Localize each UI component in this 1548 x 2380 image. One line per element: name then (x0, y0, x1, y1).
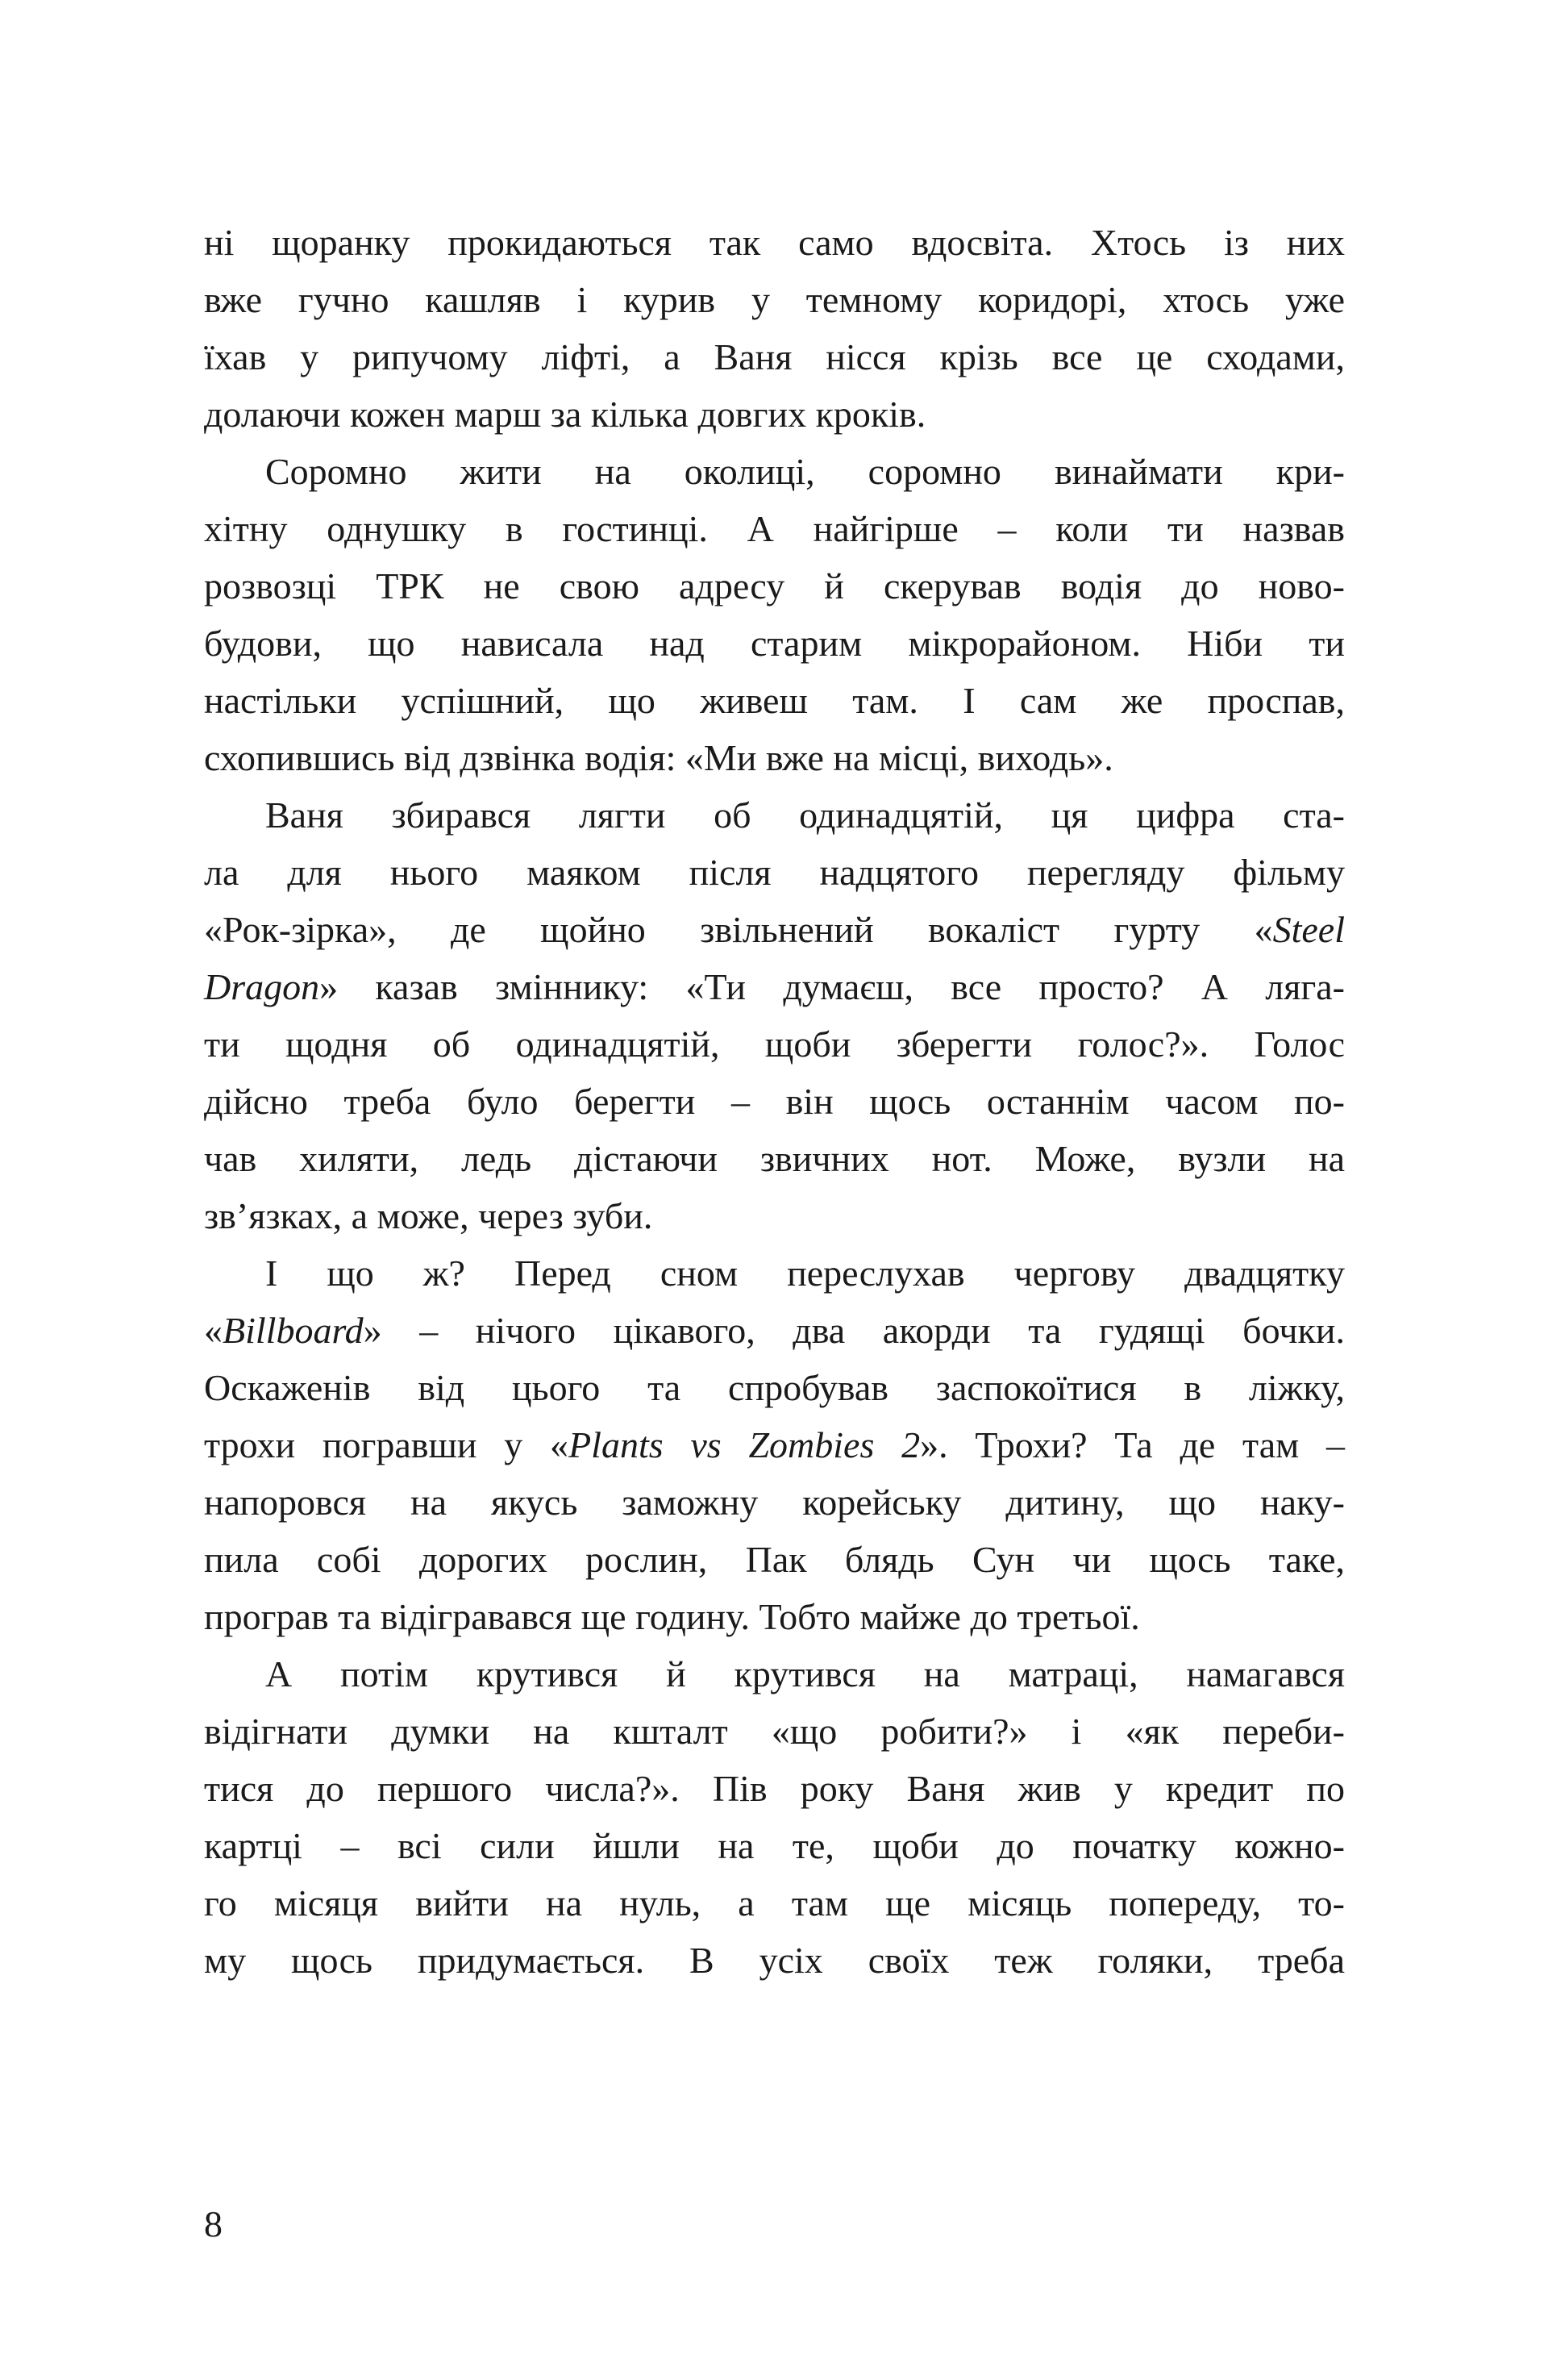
text-segment: І що ж? Перед сном переслухав чергову двадцятку (265, 1253, 1345, 1294)
text-segment: схопившись від дзвінка водія: «Ми вже на місці, виходь». (204, 737, 1113, 778)
text-line (204, 1645, 1345, 1703)
text-line (204, 1932, 1345, 1989)
paragraph (204, 1244, 1345, 1645)
text-segment: зв’язках, а може, через зуби. (204, 1195, 653, 1236)
text-segment: го місяця вийти на нуль, а там ще місяць попереду, то- (204, 1882, 1345, 1924)
paragraph (204, 443, 1345, 786)
text-line (204, 557, 1345, 615)
text-segment: хітну однушку в гостинці. А найгірше – коли ти назвав (204, 508, 1345, 549)
page-number: 8 (204, 2203, 223, 2245)
italic-title: Plants vs Zombies 2 (568, 1424, 921, 1465)
text-line (204, 1473, 1345, 1531)
text-segment: дійсно треба було берегти – він щось останнім часом по- (204, 1081, 1345, 1122)
text-segment: «Рок-зірка», де щойно звільнений вокаліст гурту « (204, 909, 1273, 950)
text-segment: пила собі дорогих рослин, Пак блядь Сун чи щось таке, (204, 1539, 1345, 1580)
text-segment: трохи погравши у « (204, 1424, 569, 1465)
text-segment: ла для нього маяком після надцятого перегляду фільму (204, 852, 1345, 893)
text-line (204, 1588, 1345, 1645)
text-segment: ти щодня об одинадцятій, щоби зберегти голос?». Голос (204, 1023, 1345, 1065)
text-segment: Ваня збирався лягти об одинадцятій, ця цифра ста- (265, 794, 1345, 836)
text-line (204, 844, 1345, 901)
text-segment: напоровся на якусь заможну корейську дитину, що наку- (204, 1482, 1345, 1523)
paragraph (204, 1645, 1345, 1989)
text-segment: ». Трохи? Та де там – (920, 1424, 1345, 1465)
text-segment: А потім крутився й крутився на матраці, намагався (265, 1653, 1345, 1694)
text-segment: вже гучно кашляв і курив у темному коридорі, хтось уже (204, 279, 1345, 320)
text-line (204, 214, 1345, 271)
text-line (204, 901, 1345, 958)
text-line (204, 271, 1345, 328)
text-line (204, 1244, 1345, 1302)
italic-title: Billboard (223, 1310, 364, 1351)
text-segment: розвозці ТРК не свою адресу й скерував водія до ново- (204, 565, 1345, 606)
text-line (204, 1760, 1345, 1817)
text-line (204, 1359, 1345, 1416)
text-line (204, 1817, 1345, 1874)
text-line (204, 729, 1345, 786)
text-segment: будови, що нависала над старим мікрорайоном. Ніби ти (204, 623, 1345, 664)
body-text (204, 214, 1345, 1989)
text-segment: Соромно жити на околиці, соромно винаймати кри- (265, 451, 1345, 492)
text-line (204, 615, 1345, 672)
paragraph (204, 786, 1345, 1244)
text-segment: » – нічого цікавого, два акорди та гудящі бочки. (363, 1310, 1345, 1351)
text-line (204, 1130, 1345, 1187)
text-line (204, 1302, 1345, 1359)
italic-title: Steel (1272, 909, 1345, 950)
text-segment: чав хиляти, ледь дістаючи звичних нот. Може, вузли на (204, 1138, 1345, 1179)
text-segment: тися до першого числа?». Пів року Ваня жив у кредит по (204, 1768, 1345, 1809)
text-line (204, 1015, 1345, 1073)
text-segment: картці – всі сили йшли на те, щоби до початку кожно- (204, 1825, 1345, 1866)
text-line (204, 1703, 1345, 1760)
text-line (204, 672, 1345, 729)
text-line (204, 786, 1345, 844)
text-line (204, 1874, 1345, 1932)
italic-title: Dragon (204, 966, 320, 1007)
text-segment: Оскаженів від цього та спробував заспокоїтися в ліжку, (204, 1367, 1345, 1408)
text-segment: програв та відігравався ще годину. Тобто майже до третьої. (204, 1596, 1140, 1637)
text-line (204, 386, 1345, 443)
text-line (204, 1531, 1345, 1588)
text-segment: відігнати думки на кшталт «що робити?» і «як переби- (204, 1711, 1345, 1752)
text-segment: му щось придумається. В усіх своїх теж голяки, треба (204, 1940, 1345, 1981)
text-line (204, 328, 1345, 386)
text-segment: долаючи кожен марш за кілька довгих кроків. (204, 394, 926, 435)
text-segment: їхав у рипучому ліфті, а Ваня нісся крізь все це сходами, (204, 336, 1345, 377)
text-line (204, 1416, 1345, 1473)
text-line (204, 500, 1345, 557)
text-segment: ні щоранку прокидаються так само вдосвіта. Хтось із них (204, 222, 1345, 263)
text-line (204, 1073, 1345, 1130)
paragraph (204, 214, 1345, 443)
text-segment: » казав зміннику: «Ти думаєш, все просто? А ляга- (319, 966, 1345, 1007)
text-line (204, 958, 1345, 1015)
text-line (204, 1187, 1345, 1244)
text-segment: « (204, 1310, 223, 1351)
text-segment: настільки успішний, що живеш там. І сам же проспав, (204, 680, 1345, 721)
text-line (204, 443, 1345, 500)
